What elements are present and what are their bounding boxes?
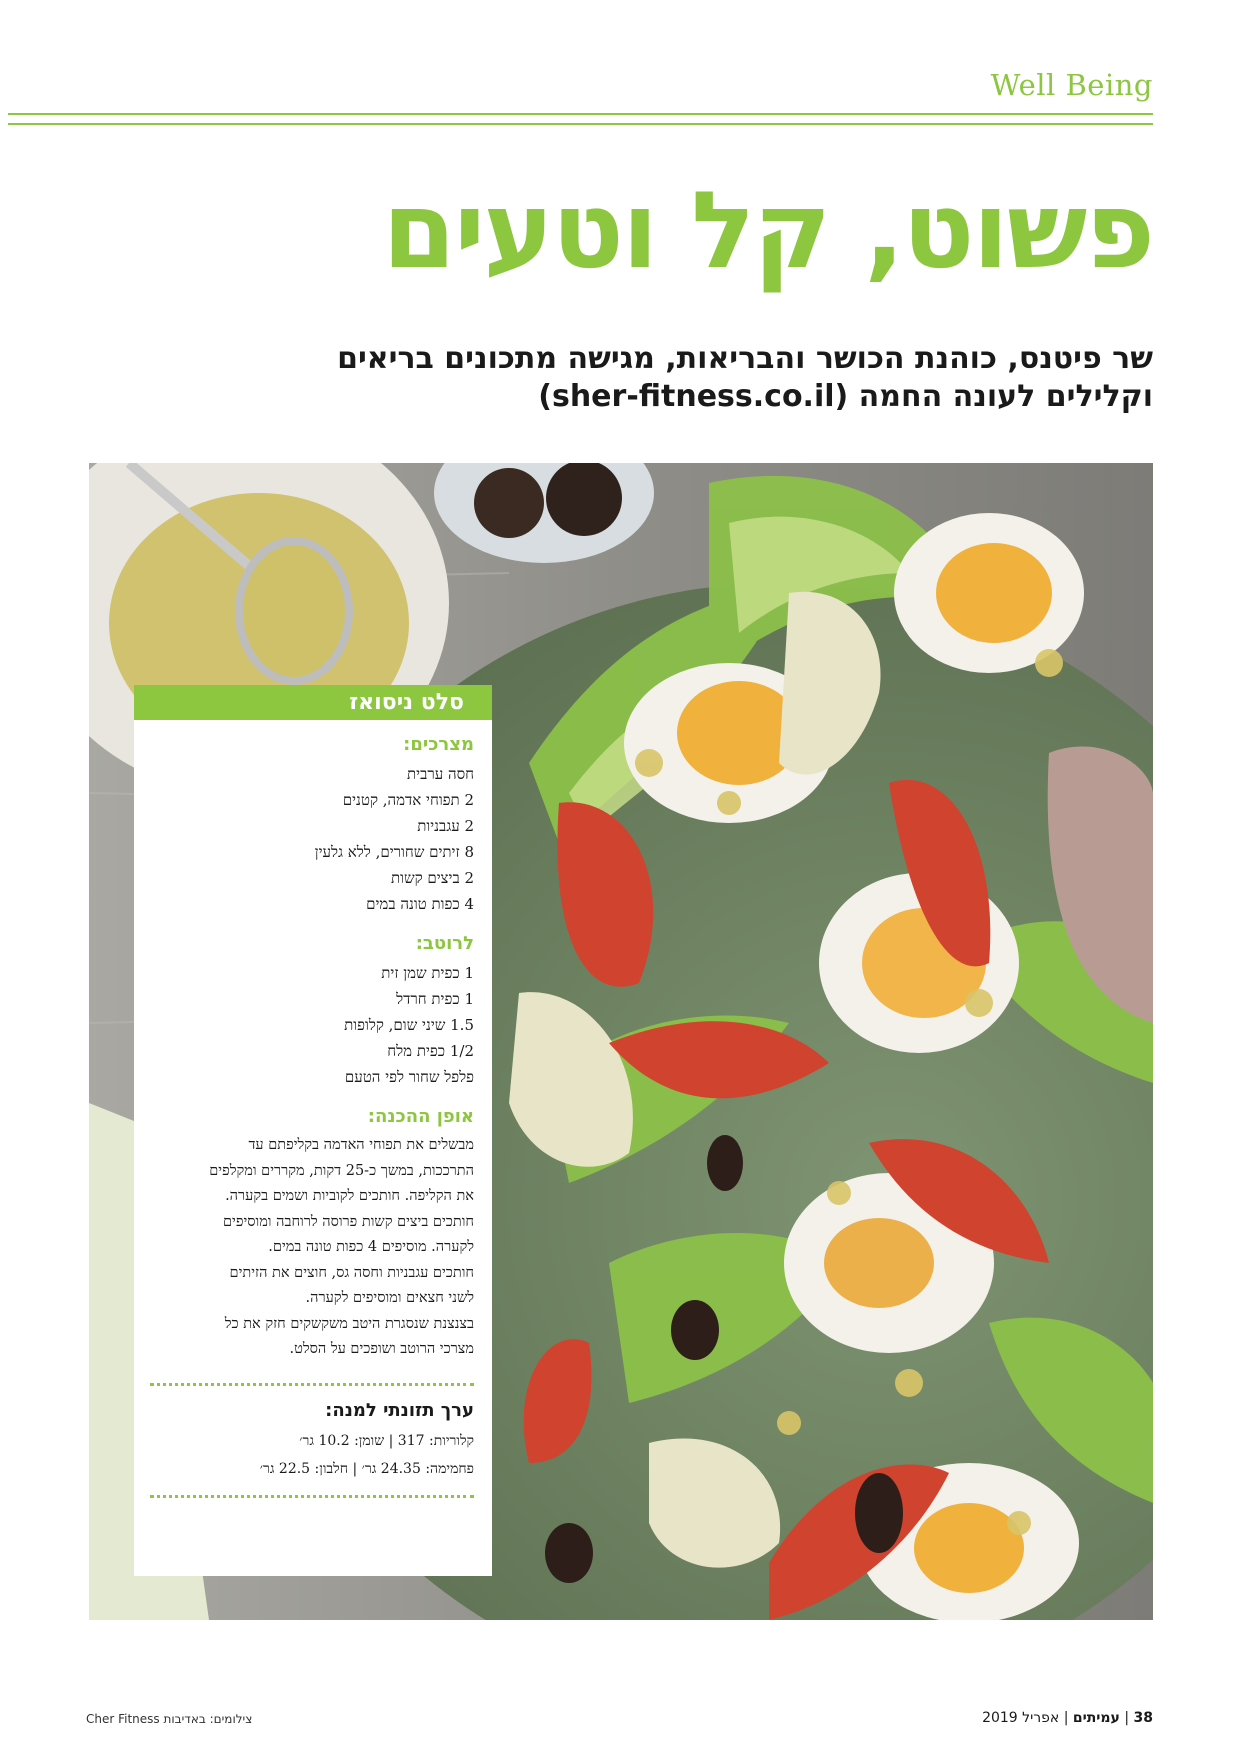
footer-separator: | [1063, 1710, 1069, 1726]
page-headline: פשוט, קל וטעים [382, 169, 1153, 292]
method-heading: אופן ההכנה: [367, 1106, 474, 1127]
nutrition-line-1: קלוריות: 317 | שומן: 10.2 גר׳ [299, 1432, 474, 1449]
dressing-heading: לרוטב: [415, 933, 474, 954]
dressing-list [150, 960, 474, 1090]
dressing-item: 1/2 כפית מלח [387, 1042, 474, 1060]
method-line: מצרכי הרוטב ושופכים על הסלט. [289, 1341, 474, 1357]
nutrition-line-2: פחמימה: 24.35 גר׳ | חלבון: 22.5 גר׳ [259, 1460, 474, 1477]
method-text [150, 1133, 474, 1363]
subtitle-line-2: וקלילים לעונה החמה (sher-fitness.co.il) [538, 379, 1153, 414]
dotted-divider-bottom [150, 1495, 474, 1498]
page-number: 38 [1133, 1710, 1153, 1726]
dressing-item: 1.5 שיני שום, קלופות [344, 1016, 474, 1034]
dressing-item: 1 כפית שמן זית [381, 964, 474, 982]
ingredient-item: 2 ביצים קשות [390, 869, 474, 887]
photo-credit: צילומים: באדיבות Cher Fitness [86, 1712, 253, 1726]
dotted-divider-top [150, 1383, 474, 1386]
method-line: חותכים עגבניות וחסה גס, חוצים את הזיתים [229, 1264, 474, 1281]
method-line: חותכים ביצים קשות פרוסה לרוחבה ומוסיפים [223, 1213, 474, 1230]
ingredient-item: 4 כפות טונה במים [366, 895, 474, 913]
header-rule-top [8, 113, 1153, 115]
nutrition-heading: ערך תזונתי למנה: [325, 1399, 474, 1421]
method-line: התרככות, במשך כ-25 דקות, מקררים ומקלפים [209, 1162, 474, 1179]
method-line: את הקליפה. חותכים לקוביות ושמים בקערה. [225, 1188, 474, 1204]
method-line: מבשלים את תפוחי האדמה בקליפתם עד [248, 1137, 474, 1153]
ingredient-item: 2 עגבניות [417, 817, 474, 835]
subtitle-line-1: שר פיטנס, כוהנת הכושר והבריאות, מגישה מתכונים בריאים [337, 341, 1153, 376]
magazine-name: עמיתים [1072, 1710, 1120, 1726]
dressing-item: פלפל שחור לפי הטעם [344, 1068, 474, 1086]
ingredients-heading: מצרכים: [403, 734, 474, 755]
footer-separator: | [1124, 1710, 1130, 1726]
page-footer [982, 1710, 1153, 1726]
recipe-title: סלט ניסואז [134, 685, 492, 720]
recipe-card [134, 685, 492, 1576]
header-rule-bottom [8, 123, 1153, 125]
article-subtitle [203, 340, 1153, 416]
recipe-body [134, 734, 492, 1498]
method-line: לקערה. מוסיפים 4 כפות טונה במים. [268, 1239, 474, 1255]
method-line: בצנצנת שנסגרת היטב משקשקים חזק את כל [224, 1315, 474, 1332]
dressing-item: 1 כפית חרדל [396, 990, 474, 1008]
issue-date: אפריל 2019 [982, 1710, 1060, 1726]
ingredient-item: 2 תפוחי אדמה, קטנים [342, 791, 474, 809]
section-label: Well Being [990, 68, 1153, 102]
method-line: לשני חצאים ומוסיפים לקערה. [305, 1290, 474, 1306]
ingredients-list [150, 761, 474, 917]
ingredient-item: חסה ערבית [407, 765, 474, 783]
ingredient-item: 8 זיתים שחורים, ללא גלעין [314, 843, 474, 861]
